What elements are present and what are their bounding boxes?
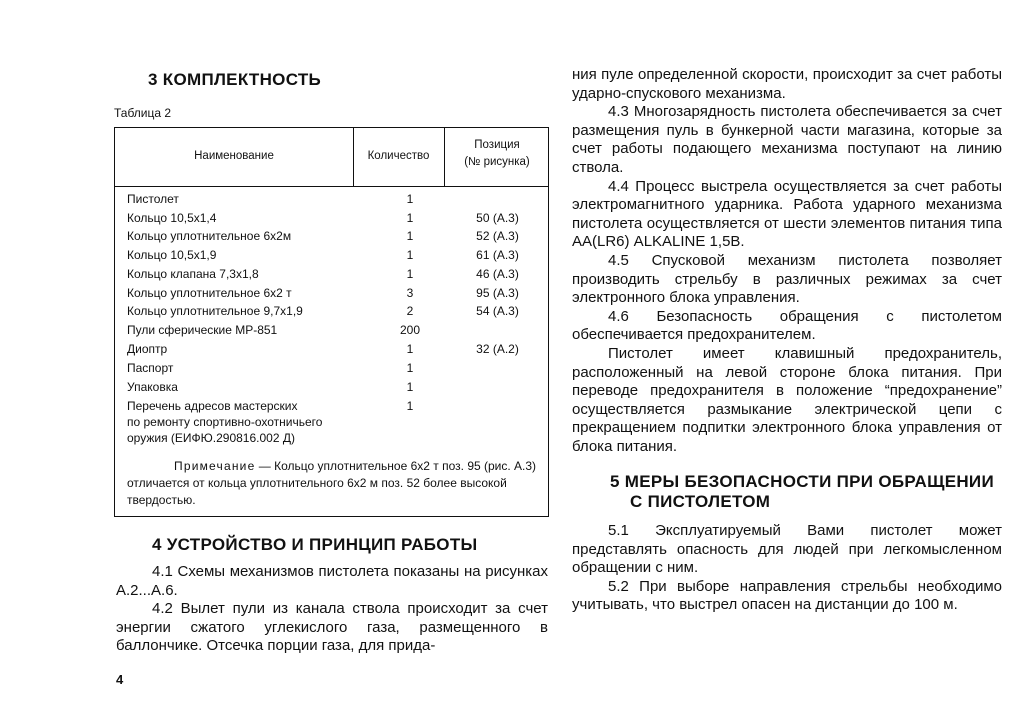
section-5-body <box>572 522 1002 615</box>
table-row <box>115 246 548 264</box>
row-qty: 1 <box>406 192 414 206</box>
table-row <box>115 359 548 377</box>
header-figure: (№ рисунка) <box>464 156 530 168</box>
row-qty: 1 <box>406 211 414 225</box>
table-row <box>115 321 548 339</box>
table-row <box>115 265 548 283</box>
paragraph: 5.2 При выборе направления стрельбы необходимо учитывать, что выстрел опасен на дистанции до 100 м. <box>572 577 1002 614</box>
row-name-line: оружия (ЕИФЮ.290816.002 Д) <box>127 431 295 445</box>
paragraph: 4.6 Безопасность обращения с пистолетом обеспечивается предохранителем. <box>572 307 1002 344</box>
row-name: Кольцо уплотнительное 9,7х1,9 <box>127 304 303 318</box>
table-caption: Таблица 2 <box>114 106 172 120</box>
paragraph: 4.4 Процесс выстрела осуществляется за счет работы электромагнитного ударника. Работа ударного механизма пистолета осуществляется от шести элементов питания типа АА(LR6) ALKALINE 1,5В. <box>572 177 1002 251</box>
row-name: Пули сферические МР-851 <box>127 323 278 337</box>
table-row <box>115 190 548 208</box>
section-3-title: 3 КОМПЛЕКТНОСТЬ <box>148 70 322 89</box>
row-name: Упаковка <box>127 380 178 394</box>
row-pos: 52 (А.3) <box>476 229 519 243</box>
table-row <box>115 302 548 320</box>
page-number: 4 <box>116 672 124 687</box>
section-5-title-line: С ПИСТОЛЕТОМ <box>630 492 771 511</box>
header-position: Позиция <box>474 139 520 151</box>
row-qty: 1 <box>406 342 414 356</box>
paragraph: Пистолет имеет клавишный предохранитель, расположенный на левой стороне блока питания. При переводе предохранителя в положение “предохранение” осуществляется размыкание электрической цепи с прекращением подпитки электронного блока управления от блока питания. <box>572 344 1002 455</box>
row-name: Диоптр <box>127 342 168 356</box>
table-row <box>115 398 548 452</box>
row-name: Кольцо 10,5х1,4 <box>127 211 217 225</box>
row-qty: 2 <box>406 304 414 318</box>
table-row <box>115 340 548 358</box>
table-row <box>115 284 548 302</box>
row-qty: 200 <box>399 323 421 337</box>
row-qty: 3 <box>406 286 414 300</box>
row-name: Кольцо уплотнительное 6х2м <box>127 229 292 243</box>
row-qty: 1 <box>406 399 414 413</box>
row-pos: 61 (А.3) <box>476 248 519 262</box>
row-qty: 1 <box>406 380 414 394</box>
section-4-title: 4 УСТРОЙСТВО И ПРИНЦИП РАБОТЫ <box>152 535 478 554</box>
row-pos: 32 (А.2) <box>476 342 519 356</box>
note-label: Примечание <box>174 459 256 473</box>
row-name-line: по ремонту спортивно-охотничьего <box>127 415 323 429</box>
row-qty: 1 <box>406 229 414 243</box>
row-name: Пистолет <box>127 192 179 206</box>
contents-table <box>114 127 549 517</box>
paragraph: 4.1 Схемы механизмов пистолета показаны на рисунках А.2...А.6. <box>116 563 548 599</box>
row-pos: 95 (А.3) <box>476 286 519 300</box>
section-5-title <box>610 472 1010 512</box>
table-note <box>127 458 539 509</box>
row-name: Кольцо уплотнительное 6х2 т <box>127 286 292 300</box>
row-name: Кольцо 10,5х1,9 <box>127 248 217 262</box>
table-row <box>115 227 548 245</box>
table-row <box>115 209 548 227</box>
paragraph: 5.1 Эксплуатируемый Вами пистолет может представлять опасность для людей при легкомысленном обращении с ним. <box>572 522 1002 577</box>
note-text: — Кольцо уплотнительное 6х2 т поз. 95 (рис. А.3) отличается от кольца уплотнительного 6х2 м поз. 52 более высокой твердостью. <box>127 459 537 507</box>
table-row <box>115 378 548 396</box>
row-pos: 54 (А.3) <box>476 304 519 318</box>
row-qty: 1 <box>406 361 414 375</box>
row-pos: 46 (А.3) <box>476 267 519 281</box>
paragraph: 4.3 Многозарядность пистолета обеспечивается за счет размещения пуль в бункерной части магазина, которые за счет работы подающего механизма поступают на линию ствола. <box>572 103 1002 176</box>
row-name-line: Перечень адресов мастерских <box>127 399 298 413</box>
paragraph: 4.2 Вылет пули из канала ствола происходит за счет энергии сжатого углекислого газа, размещенного в баллончике. Отсечка порции газа, для прида- <box>116 600 548 654</box>
section-4-body <box>116 563 548 656</box>
section-5-title-line: 5 МЕРЫ БЕЗОПАСНОСТИ ПРИ ОБРАЩЕНИИ <box>610 472 994 491</box>
header-name: Наименование <box>194 150 274 162</box>
header-quantity: Количество <box>367 150 430 162</box>
row-name: Паспорт <box>127 361 174 375</box>
row-name: Кольцо клапана 7,3х1,8 <box>127 267 259 281</box>
row-qty: 1 <box>406 267 414 281</box>
paragraph: 4.5 Спусковой механизм пистолета позволяет производить стрельбу в различных режимах за счет электронного блока управления. <box>572 251 1002 307</box>
row-qty: 1 <box>406 248 414 262</box>
paragraph: ния пуле определенной скорости, происходит за счет работы ударно-спускового механизма. <box>572 66 1002 102</box>
section-4-continued <box>572 66 1002 456</box>
row-pos: 50 (А.3) <box>476 211 519 225</box>
